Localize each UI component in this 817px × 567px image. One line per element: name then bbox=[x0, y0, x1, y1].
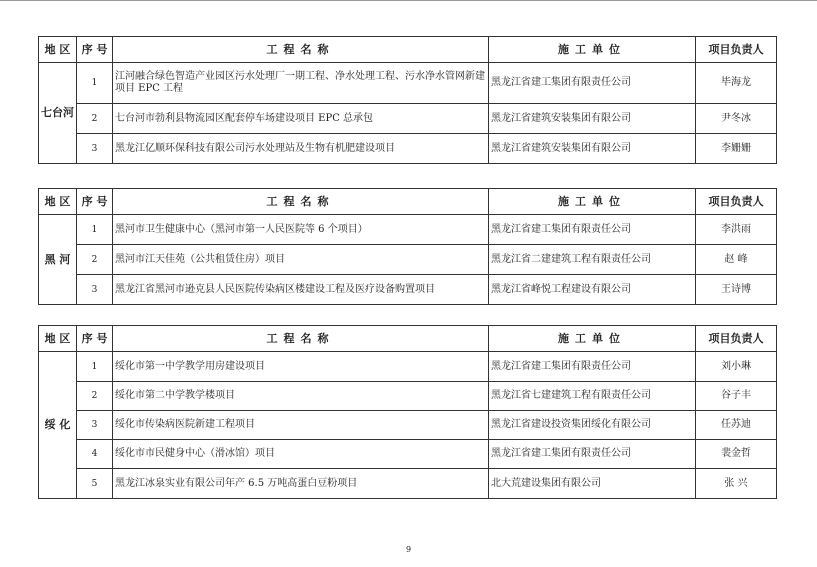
seq-cell: 5 bbox=[77, 469, 113, 499]
construction-unit-cell: 黑龙江省建筑安装集团有限公司 bbox=[489, 134, 696, 164]
project-manager-cell: 张 兴 bbox=[696, 469, 777, 499]
table-row bbox=[39, 134, 777, 164]
header-construction-unit: 施工单位 bbox=[489, 37, 696, 63]
project-manager-cell: 王诗博 bbox=[696, 275, 777, 305]
construction-unit-cell: 黑龙江省二建建筑工程有限责任公司 bbox=[489, 245, 696, 275]
header-project-manager: 项目负责人 bbox=[696, 37, 777, 63]
construction-unit-cell: 北大荒建设集团有限公司 bbox=[489, 469, 696, 499]
construction-unit-cell: 黑龙江省建工集团有限责任公司 bbox=[489, 440, 696, 469]
table-row bbox=[39, 440, 777, 469]
header-project-name: 工程名称 bbox=[113, 326, 489, 352]
seq-cell: 1 bbox=[77, 352, 113, 382]
project-name-cell: 绥化市市民健身中心（滑冰馆）项目 bbox=[113, 440, 489, 469]
construction-unit-cell: 黑龙江省建工集团有限责任公司 bbox=[489, 352, 696, 382]
seq-cell: 2 bbox=[77, 382, 113, 411]
construction-unit-cell: 黑龙江省建筑安装集团有限公司 bbox=[489, 104, 696, 134]
header-seq: 序 号 bbox=[77, 37, 113, 63]
project-table-heihe bbox=[38, 188, 777, 305]
seq-cell: 2 bbox=[77, 245, 113, 275]
project-name-cell: 绥化市第一中学教学用房建设项目 bbox=[113, 352, 489, 382]
seq-cell: 3 bbox=[77, 275, 113, 305]
project-manager-cell: 毕海龙 bbox=[696, 63, 777, 104]
table-row bbox=[39, 382, 777, 411]
construction-unit-cell: 黑龙江省建工集团有限责任公司 bbox=[489, 63, 696, 104]
header-seq: 序 号 bbox=[77, 326, 113, 352]
table-row bbox=[39, 469, 777, 499]
table-header-row bbox=[39, 326, 777, 352]
table-row bbox=[39, 352, 777, 382]
project-manager-cell: 谷子丰 bbox=[696, 382, 777, 411]
construction-unit-cell: 黑龙江省七建建筑工程有限责任公司 bbox=[489, 382, 696, 411]
region-cell: 绥 化 bbox=[39, 352, 77, 499]
construction-unit-cell: 黑龙江省峰悦工程建设有限公司 bbox=[489, 275, 696, 305]
project-name-cell: 江河融合绿色智造产业园区污水处理厂一期工程、净水处理工程、污水净水管网新建项目 EPC 工程 bbox=[113, 63, 489, 104]
project-table-suihua bbox=[38, 325, 777, 499]
seq-cell: 1 bbox=[77, 63, 113, 104]
seq-cell: 2 bbox=[77, 104, 113, 134]
project-name-cell: 黑河市卫生健康中心（黑河市第一人民医院等 6 个项目） bbox=[113, 215, 489, 245]
top-border-line bbox=[0, 0, 817, 1]
project-manager-cell: 裴金哲 bbox=[696, 440, 777, 469]
header-project-name: 工程名称 bbox=[113, 189, 489, 215]
project-manager-cell: 李洪雨 bbox=[696, 215, 777, 245]
seq-cell: 1 bbox=[77, 215, 113, 245]
table-row bbox=[39, 411, 777, 440]
table-row bbox=[39, 104, 777, 134]
project-name-cell: 黑龙江省黑河市逊克县人民医院传染病区楼建设工程及医疗设备购置项目 bbox=[113, 275, 489, 305]
header-construction-unit: 施工单位 bbox=[489, 189, 696, 215]
table-row bbox=[39, 275, 777, 305]
project-name-cell: 绥化市传染病医院新建工程项目 bbox=[113, 411, 489, 440]
table-row bbox=[39, 245, 777, 275]
header-project-name: 工程名称 bbox=[113, 37, 489, 63]
project-manager-cell: 任苏迪 bbox=[696, 411, 777, 440]
construction-unit-cell: 黑龙江省建工集团有限责任公司 bbox=[489, 215, 696, 245]
seq-cell: 3 bbox=[77, 134, 113, 164]
region-cell: 黑 河 bbox=[39, 215, 77, 305]
project-manager-cell: 李姗姗 bbox=[696, 134, 777, 164]
header-region: 地 区 bbox=[39, 326, 77, 352]
header-seq: 序 号 bbox=[77, 189, 113, 215]
project-manager-cell: 刘小琳 bbox=[696, 352, 777, 382]
project-name-cell: 七台河市勃利县物流园区配套停车场建设项目 EPC 总承包 bbox=[113, 104, 489, 134]
seq-cell: 4 bbox=[77, 440, 113, 469]
table-row bbox=[39, 63, 777, 104]
header-region: 地 区 bbox=[39, 189, 77, 215]
header-project-manager: 项目负责人 bbox=[696, 189, 777, 215]
table-header-row bbox=[39, 37, 777, 63]
region-cell: 七台河 bbox=[39, 63, 77, 164]
project-manager-cell: 尹冬冰 bbox=[696, 104, 777, 134]
project-table-qitaihe bbox=[38, 36, 777, 164]
table-row bbox=[39, 215, 777, 245]
project-name-cell: 绥化市第二中学教学楼项目 bbox=[113, 382, 489, 411]
seq-cell: 3 bbox=[77, 411, 113, 440]
project-name-cell: 黑河市江天佳苑（公共租赁住房）项目 bbox=[113, 245, 489, 275]
construction-unit-cell: 黑龙江省建设投资集团绥化有限公司 bbox=[489, 411, 696, 440]
header-region: 地 区 bbox=[39, 37, 77, 63]
table-header-row bbox=[39, 189, 777, 215]
project-name-cell: 黑龙江亿顺环保科技有限公司污水处理站及生物有机肥建设项目 bbox=[113, 134, 489, 164]
page-number: 9 bbox=[405, 545, 412, 554]
project-name-cell: 黑龙江冰泉实业有限公司年产 6.5 万吨高蛋白豆粉项目 bbox=[113, 469, 489, 499]
project-manager-cell: 赵 峰 bbox=[696, 245, 777, 275]
header-construction-unit: 施工单位 bbox=[489, 326, 696, 352]
header-project-manager: 项目负责人 bbox=[696, 326, 777, 352]
